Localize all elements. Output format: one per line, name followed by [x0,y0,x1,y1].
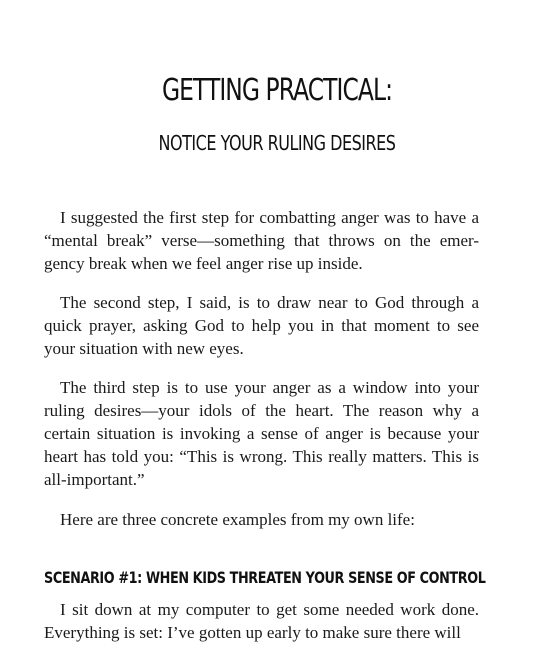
paragraph-scenario-text: I sit down at my computer to get some needed work done. Everything is set: I’ve gotten up early to make sure there will [44,600,479,642]
paragraph-first-step: I suggested the first step for combatting anger was to have a “mental break” verse—something that throws on the emer-gency break when we feel anger rise up inside. [44,208,479,273]
paragraph-second-step: The second step, I said, is to draw near to God through a quick prayer, asking God to help you in that moment to see your situation with new eyes. [44,293,479,358]
paragraph-third-step: The third step is to use your anger as a window into your ruling desires—your idols of the heart. The reason why a certain situation is invoking a sense of anger is because your heart has told you: “This is wrong. This really matters. This is all-important.” [44,378,479,489]
paragraph-examples-intro: Here are three concrete examples from my own life: [60,510,415,529]
chapter-title: GETTING PRACTICAL: [161,73,393,108]
scenario-heading: SCENARIO #1: WHEN KIDS THREATEN YOUR SENSE OF CONTROL [44,568,486,587]
chapter-subtitle: NOTICE YOUR RULING DESIRES [158,131,396,155]
